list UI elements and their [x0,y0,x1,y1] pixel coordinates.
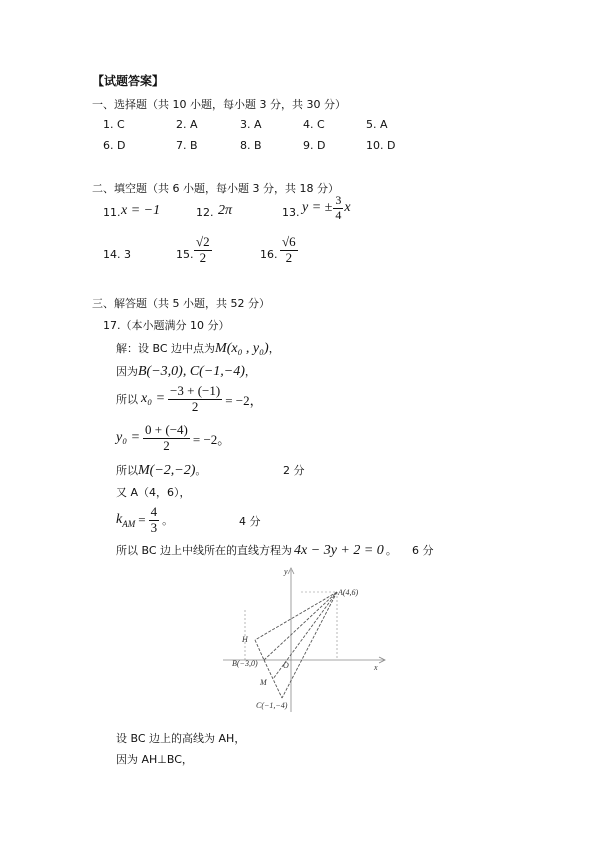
answer-8: 8. B [240,139,262,152]
answer-7: 7. B [176,139,198,152]
line8-math: 4x − 3y + 2 = 0 [294,543,384,558]
q15-numerator: √2 [196,234,210,249]
label-point-C: C(−1,−4) [256,701,288,710]
line3-numerator: −3 + (−1) [170,383,221,398]
line3-text: 所以 [116,393,138,407]
solution-line-6: 又 A（4，6）， [116,486,191,499]
q13-prefix: y = ± [302,200,333,216]
solution-line-2 [116,363,256,380]
line8-text: 所以 BC 边上中线所在的直线方程为 [116,544,293,557]
solution-line-8 [116,542,397,559]
page-title: 【试题答案】 [92,74,165,88]
line3-denominator: 2 [191,398,199,414]
q15-fraction [194,235,212,266]
line4-denominator: 2 [163,437,170,453]
q16-fraction [280,235,298,266]
line4-numerator: 0 + (−4) [145,422,188,437]
q13-number: 13. [282,206,300,219]
line3-fraction [168,384,222,415]
answer-5: 5. A [366,118,388,131]
score-6: 6 分 [412,544,434,557]
solution-line-4 [116,423,230,454]
answer-9: 9. D [303,139,326,152]
line7-denominator: 3 [150,519,158,535]
line8-punct: 。 [385,544,397,557]
score-2: 2 分 [283,464,305,477]
line7-fraction [149,505,160,536]
q17-heading: 17.（本小题满分 10 分） [103,319,230,332]
q16-number: 16. [260,248,278,261]
label-y-axis: y [284,567,288,576]
q15-number: 15. [176,248,194,261]
q16-numerator: √6 [282,234,296,249]
line5-punct: 。 [195,464,207,477]
line3-var: x₀ = [141,391,166,407]
line7-numerator: 4 [150,504,158,519]
answer-1: 1. C [103,118,125,131]
line4-fraction [143,423,190,454]
label-origin-O: O [283,661,289,670]
segment-AB [264,592,337,660]
answer-10: 10. D [366,139,396,152]
answer-2: 2. A [176,118,198,131]
line7-punct: 。 [162,514,174,528]
q13-denominator: 4 [335,207,342,222]
line7-var [116,512,135,529]
line5-math: M(−2,−2) [138,463,196,478]
answer-6: 6. D [103,139,126,152]
section3-heading: 三、解答题（共 5 小题，共 52 分） [92,297,270,310]
line3-result: = −2， [225,392,263,408]
line7-equals: = [138,512,146,528]
answer-3: 3. A [240,118,262,131]
line1-math: M(x₀ , y₀) [215,341,269,356]
line4-result: = −2。 [192,431,231,447]
geometry-figure [220,562,390,714]
line2-punct: ， [244,365,256,378]
q11-answer: x = −1 [121,203,161,218]
solution-line-9: 设 BC 边上的高线为 AH， [116,732,246,745]
answer-4: 4. C [303,118,325,131]
label-point-B: B(−3,0) [232,659,258,668]
altitude-AH [255,592,337,640]
segment-HB [255,640,264,660]
q13-fraction [333,194,343,223]
label-point-A: A(4,6) [338,588,359,597]
score-4: 4 分 [239,515,261,528]
solution-line-10: 因为 AH⊥BC， [116,753,193,766]
line1-text: 解：设 BC 边中点为 [116,342,216,355]
solution-line-1 [116,340,280,357]
section2-heading: 二、填空题（共 6 小题，每小题 3 分，共 18 分） [92,182,339,195]
line2-math: B(−3,0), C(−1,−4) [138,364,245,379]
line4-var: y₀ = [116,430,141,446]
label-point-M: M [260,678,267,687]
label-x-axis: x [374,663,378,672]
q14-answer: 14. 3 [103,248,131,261]
q16-denominator: 2 [285,249,293,265]
section1-heading: 一、选择题（共 10 小题，每小题 3 分，共 30 分） [92,98,346,111]
line5-text: 所以 [116,464,138,477]
solution-line-7 [116,505,173,536]
q15-answer [194,235,212,266]
solution-line-3 [116,384,263,415]
q12-number: 12. [196,206,214,219]
slope-subscript: AM [122,518,136,529]
line2-text: 因为 [116,365,138,378]
q16-answer [280,235,298,266]
q13-answer [302,194,351,223]
q13-suffix: x [344,200,351,216]
solution-line-5 [116,462,206,479]
label-point-H: H [242,635,248,644]
q12-answer: 2π [218,203,233,218]
line1-punct: ， [268,342,280,355]
q13-numerator: 3 [335,193,342,207]
q15-denominator: 2 [199,249,207,265]
slope-k: k [116,512,123,528]
q11-number: 11. [103,206,121,219]
